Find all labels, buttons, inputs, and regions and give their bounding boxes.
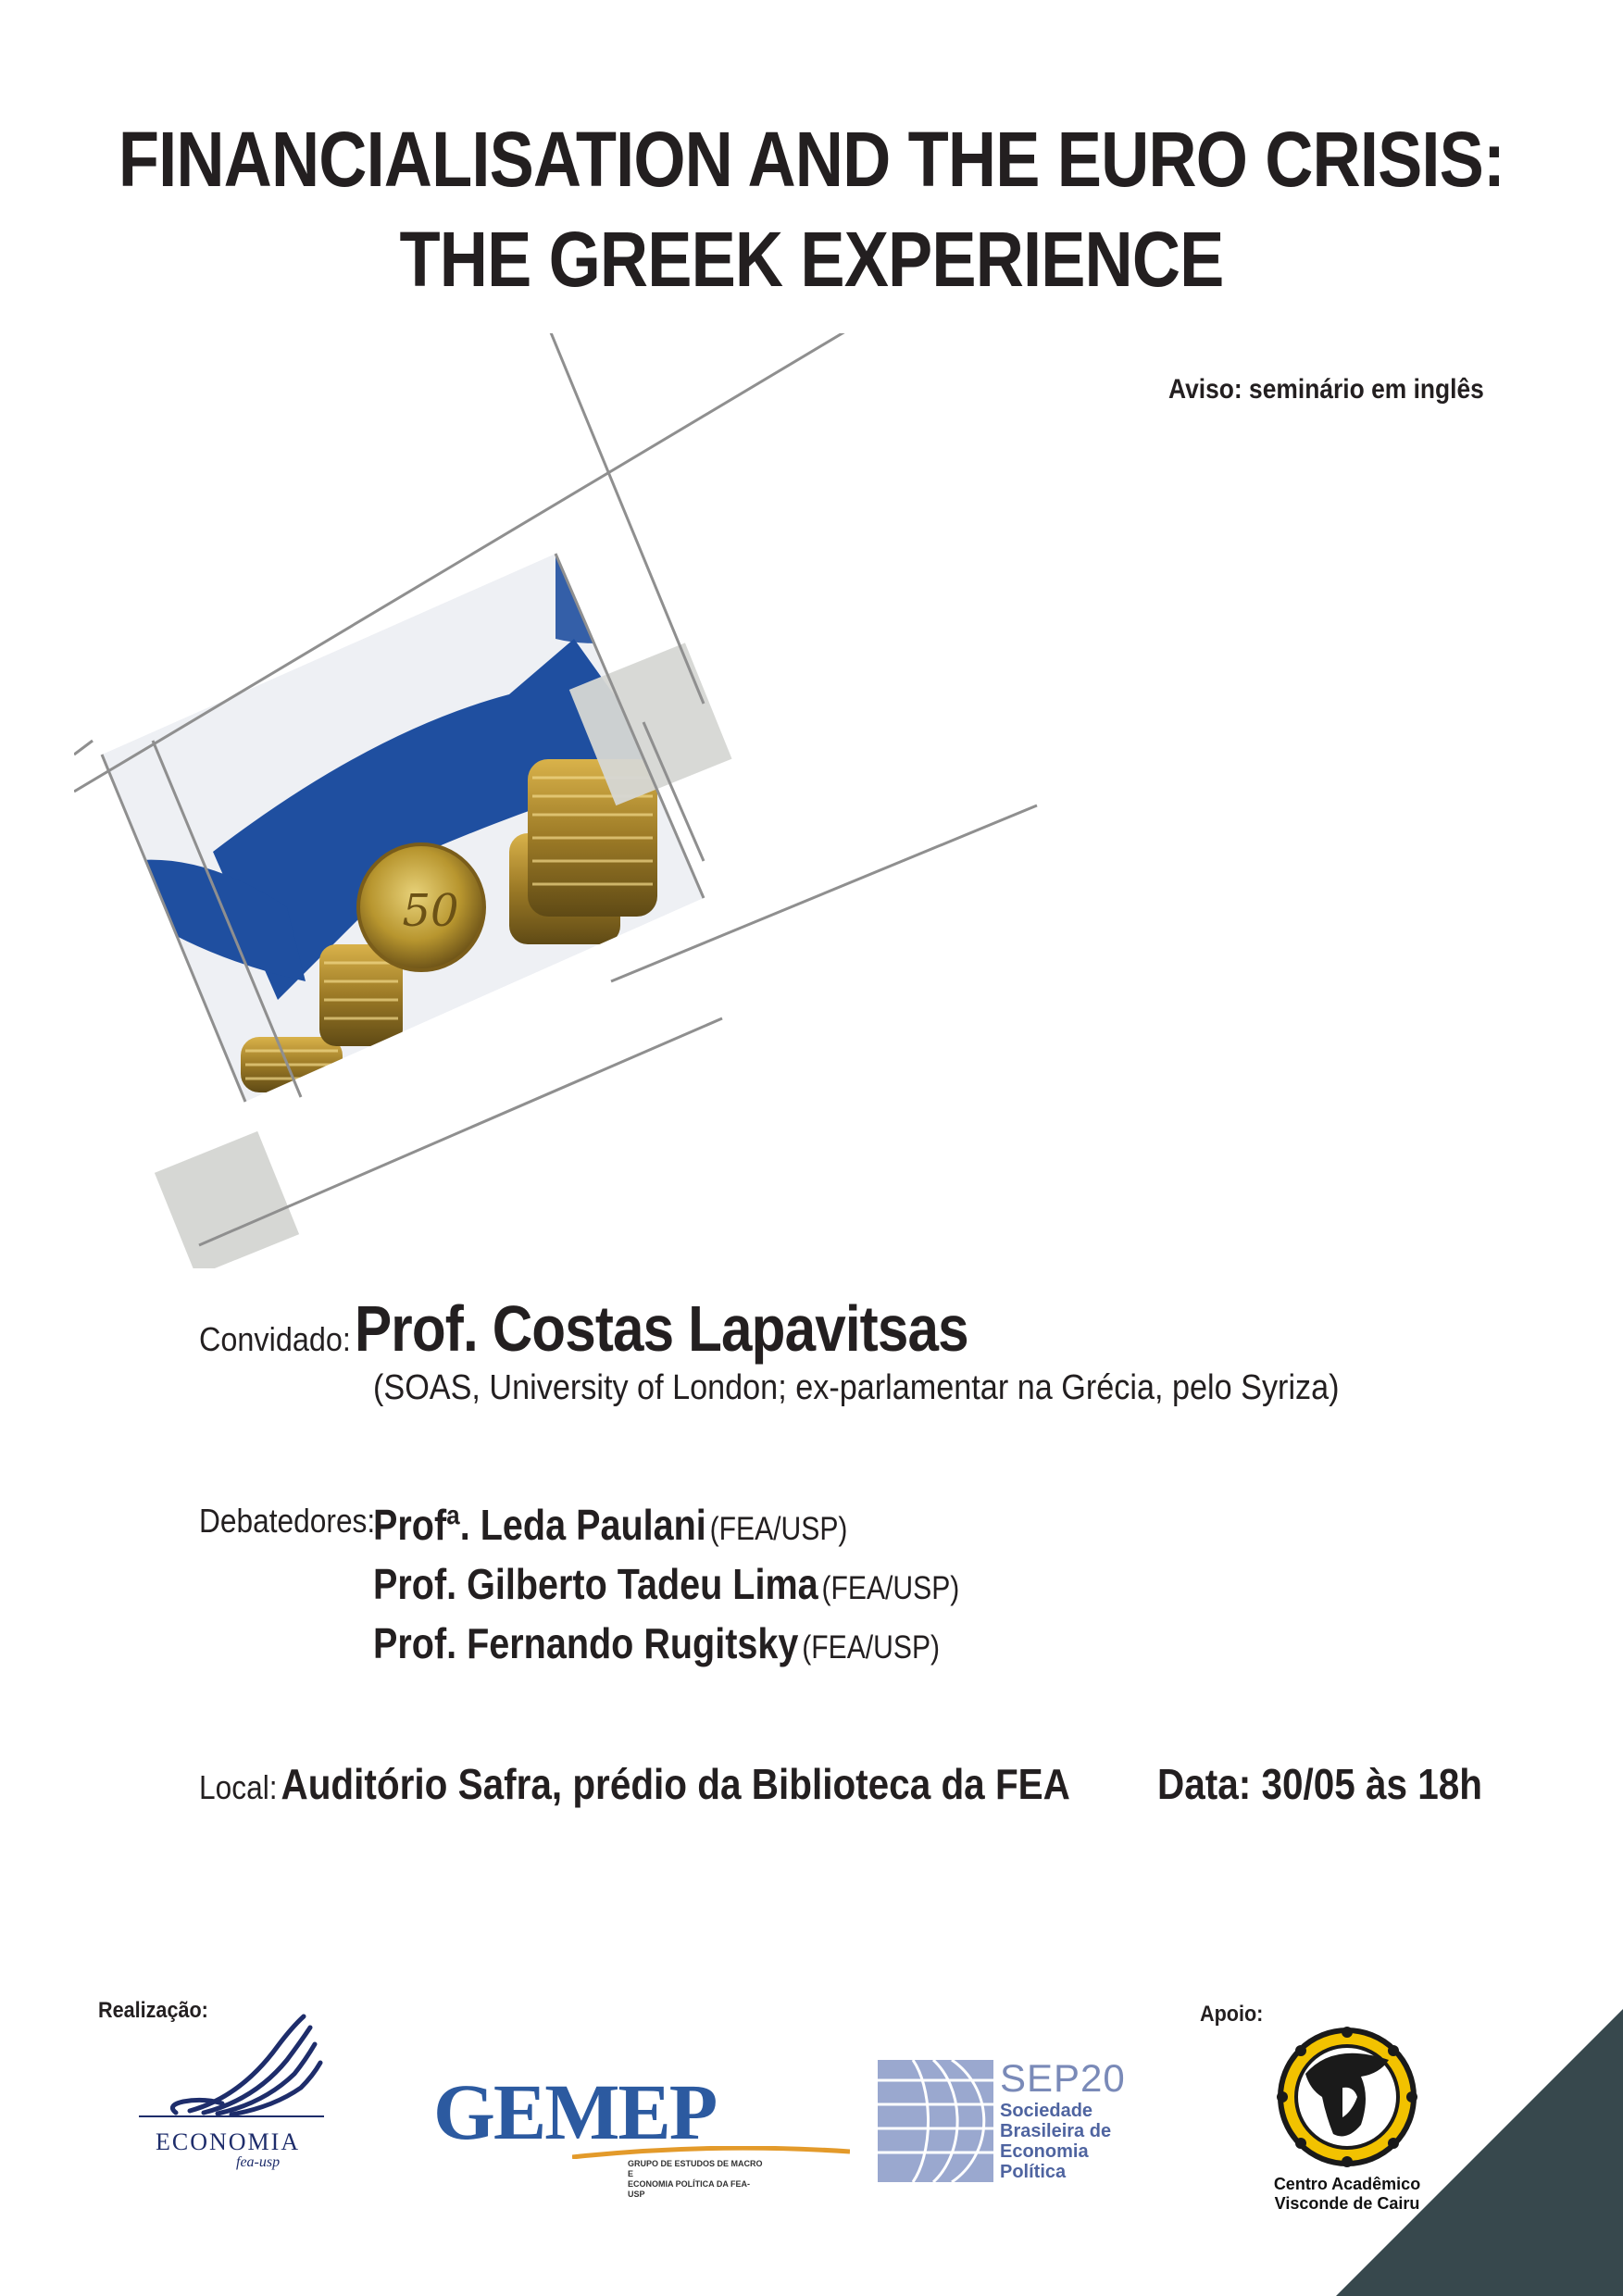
cairu-line-2: Visconde de Cairu [1274,2194,1420,2213]
guest-row [199,1292,1068,1366]
sep-text [1000,2101,1111,2182]
title-line-1: FINANCIALISATION AND THE EURO CRISIS: [118,116,1505,203]
economia-title: ECONOMIA [156,2128,301,2155]
venue-row [199,1759,1070,1809]
debater-1 [373,1500,847,1550]
sep-line-3: Economia [1000,2141,1089,2162]
debater-2 [373,1559,959,1609]
debater-1-name: Profª. Leda Paulani [373,1501,706,1549]
svg-text:50: 50 [402,885,459,937]
sep-line-1: Sociedade [1000,2101,1093,2121]
debaters-label: Debatedores: [199,1502,376,1540]
event-date: Data: 30/05 às 18h [1157,1760,1483,1808]
realizacao-label: Realização: [98,1998,208,2023]
title-line-2: THE GREEK EXPERIENCE [399,216,1224,303]
gemep-title: GEMEP [433,2067,717,2156]
language-notice: Aviso: seminário em inglês [1168,374,1484,405]
sep-title: SEP20 [1000,2056,1126,2100]
sep-line-2: Brasileira de [1000,2121,1112,2141]
guest-label: Convidado: [199,1320,351,1358]
debater-3 [373,1618,940,1668]
gemep-logo [433,2067,767,2199]
globe-icon [878,2060,993,2182]
economia-sub: fea-usp [236,2154,281,2170]
poster-title [0,109,1623,309]
wing-icon [139,2009,352,2120]
corner-triangle [1336,2009,1623,2296]
venue-place: Auditório Safra, prédio da Biblioteca da FEA [281,1760,1070,1808]
guest-name: Prof. Costas Lapavitsas [355,1292,968,1365]
sep-line-4: Política [1000,2162,1067,2182]
debater-2-name: Prof. Gilberto Tadeu Lima [373,1560,818,1608]
apoio-label: Apoio: [1200,2002,1264,2027]
debater-1-affil: (FEA/USP) [709,1511,848,1547]
guest-affiliation: (SOAS, University of London; ex-parlamentar na Grécia, pelo Syriza) [373,1368,1340,1407]
cairu-line-1: Centro Acadêmico [1273,2175,1421,2193]
greek-euro-photo [74,333,1111,1268]
sep-logo [878,2056,1146,2190]
economia-fea-usp-logo [139,2009,352,2185]
debater-2-affil: (FEA/USP) [821,1570,960,1606]
gemep-sub-2: ECONOMIA POLÍTICA DA FEA-USP [628,2179,750,2199]
gemep-sub-1: GRUPO DE ESTUDOS DE MACRO E [628,2159,763,2178]
venue-label: Local: [199,1768,278,1806]
debater-3-name: Prof. Fernando Rugitsky [373,1619,799,1667]
debaters-row-1 [199,1502,399,1541]
debater-3-affil: (FEA/USP) [802,1629,941,1666]
